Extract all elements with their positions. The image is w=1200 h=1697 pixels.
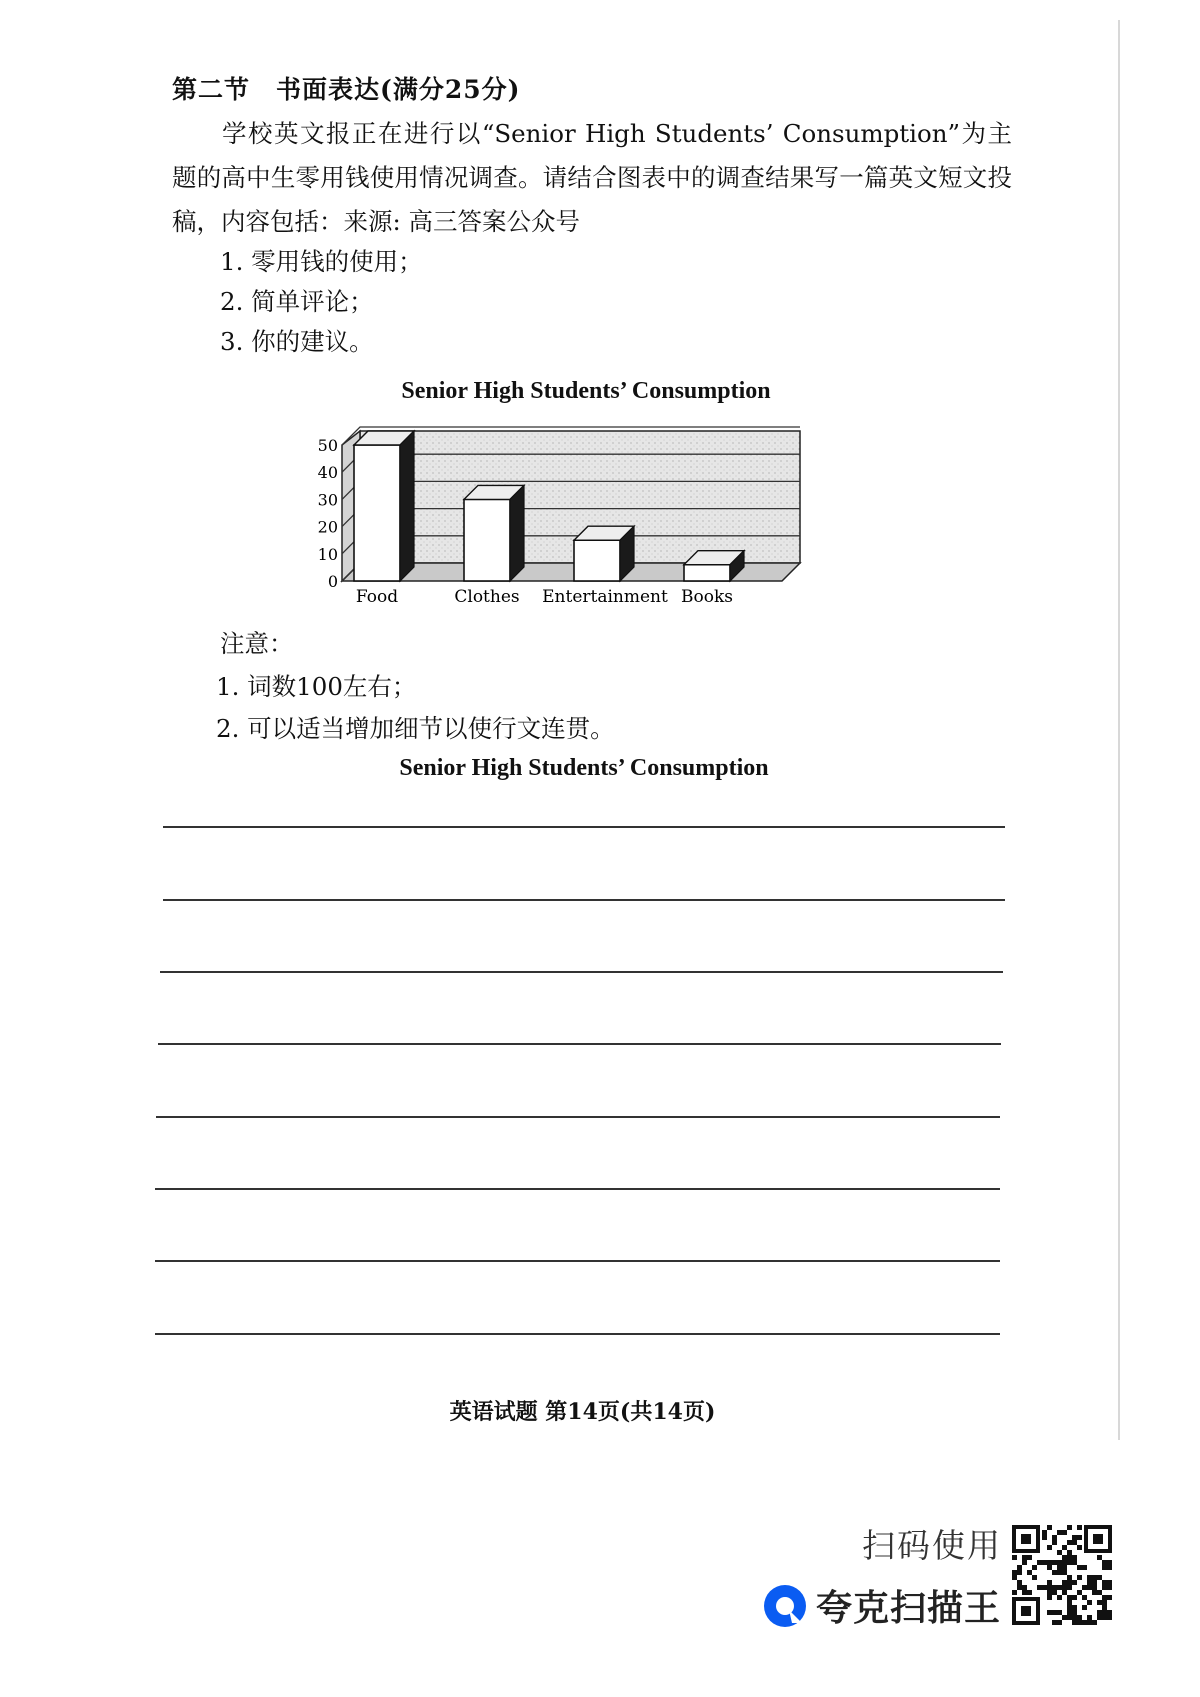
requirement-item: 2. 简单评论；	[220, 287, 374, 316]
writing-line[interactable]	[155, 1260, 1000, 1262]
y-tick-label: 20	[317, 517, 338, 537]
page-footer: 英语试题 第14页(共14页)	[449, 1399, 716, 1425]
bar-front	[574, 540, 620, 581]
y-tick-label: 10	[317, 544, 338, 564]
x-category-label: Entertainment	[542, 587, 668, 607]
task-paragraph: 学校英文报正在进行以“Senior High Students’ Consumption”为主题的高中生零用钱使用情况调查。请结合图表中的调查结果写一篇英文短文投稿，内容包括：来源: 高三答案公众号	[172, 119, 1012, 236]
consumption-chart	[312, 418, 872, 618]
chart-title: Senior High Students’ Consumption	[401, 378, 771, 404]
writing-line[interactable]	[155, 1333, 1000, 1335]
x-category-label: Clothes	[454, 587, 520, 607]
requirement-item: 3. 你的建议。	[220, 327, 374, 356]
notice-item: 2. 可以适当增加细节以使行文连贯。	[216, 714, 615, 743]
x-category-label: Books	[681, 587, 733, 607]
writing-line[interactable]	[155, 1188, 1000, 1190]
section-label: 第二节	[172, 75, 251, 104]
answer-title: Senior High Students’ Consumption	[399, 755, 769, 781]
writing-line[interactable]	[160, 971, 1003, 973]
writing-line[interactable]	[163, 899, 1005, 901]
scan-hint: 扫码使用	[862, 1526, 1002, 1565]
task-intro	[172, 112, 1012, 244]
writing-line[interactable]	[156, 1116, 1000, 1118]
chart-canvas	[312, 418, 872, 618]
brand-watermark	[762, 1580, 1001, 1631]
section-heading	[172, 70, 520, 106]
qr-code-icon[interactable]	[1012, 1525, 1112, 1625]
x-category-label: Food	[355, 587, 399, 607]
writing-line[interactable]	[158, 1043, 1001, 1045]
section-title: 书面表达(满分25分)	[276, 75, 521, 104]
bar-side	[400, 431, 414, 581]
bar-front	[464, 499, 510, 581]
notice-item: 1. 词数100左右；	[216, 672, 417, 701]
y-tick-label: 50	[317, 436, 338, 455]
y-tick-label: 40	[317, 463, 338, 483]
bar-side	[510, 485, 524, 581]
y-tick-label: 30	[317, 490, 338, 510]
bar-front	[354, 445, 400, 581]
quark-logo-icon	[762, 1583, 808, 1629]
requirement-item: 1. 零用钱的使用；	[220, 247, 423, 276]
page-edge	[1118, 20, 1120, 1440]
notice-label: 注意：	[220, 629, 294, 658]
brand-name: 夸克扫描王	[816, 1588, 1002, 1629]
y-tick-label: 0	[327, 572, 338, 591]
writing-line[interactable]	[163, 826, 1005, 828]
bar-front	[684, 565, 730, 581]
